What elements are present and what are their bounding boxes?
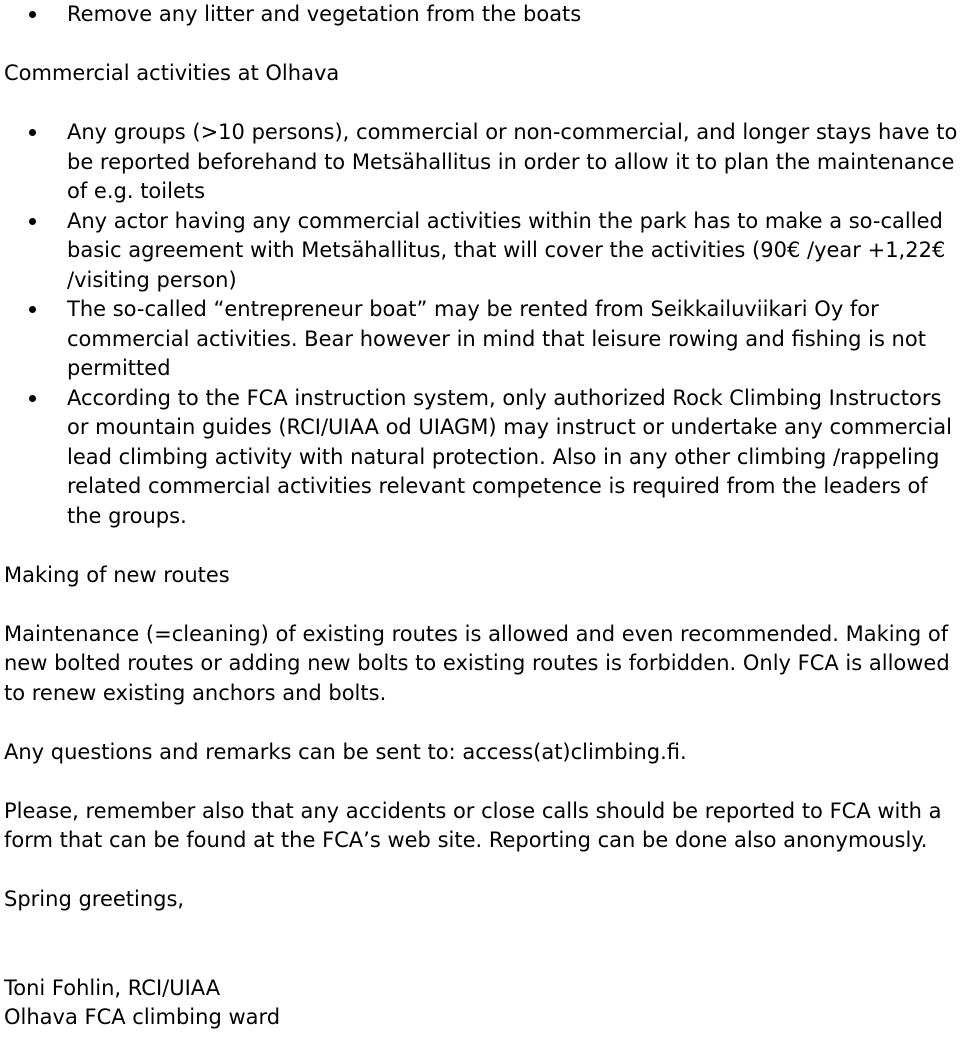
questions-paragraph: Any questions and remarks can be sent to: access(at)climbing.fi. bbox=[4, 739, 687, 764]
routes-paragraph: Maintenance (=cleaning) of existing routes is allowed and even recommended. Making of new bolted routes or adding new bolts to existing routes is forbidden. Only FCA is allowed to renew existing anchors and bolts. bbox=[4, 621, 950, 705]
bullet-icon bbox=[29, 218, 36, 225]
list-item bbox=[4, 118, 958, 207]
list-item bbox=[4, 295, 958, 384]
bullet-icon bbox=[29, 129, 36, 136]
list-item bbox=[4, 384, 958, 532]
signature-role: Olhava FCA climbing ward bbox=[4, 1005, 281, 1029]
greeting-line: Spring greetings, bbox=[4, 887, 185, 911]
bullet-icon bbox=[29, 11, 36, 18]
top-bullet-list bbox=[4, 0, 958, 30]
document-body bbox=[4, 0, 958, 1033]
section-heading-commercial: Commercial activities at Olhava bbox=[4, 61, 340, 85]
list-item bbox=[4, 207, 958, 296]
bullet-text: Any actor having any commercial activities within the park has to make a so-called basic agreement with Metsähallitus, that will cover the activities (90€ /year +1,22€ /visiting person) bbox=[67, 208, 946, 292]
bullet-text: The so-called “entrepreneur boat” may be rented from Seikkailuviikari Oy for commercial activities. Bear however in mind that leisure rowing and fishing is not permitted bbox=[67, 297, 926, 380]
signature-name: Toni Fohlin, RCI/UIAA bbox=[4, 975, 221, 1000]
bullet-text: Remove any litter and vegetation from the boats bbox=[67, 2, 582, 26]
accidents-paragraph: Please, remember also that any accidents or close calls should be reported to FCA with a form that can be found at the FCA’s web site. Reporting can be done also anonymously. bbox=[4, 798, 942, 852]
bullet-icon bbox=[29, 306, 36, 313]
bullet-text: Any groups (>10 persons), commercial or non-commercial, and longer stays have to be reported beforehand to Metsähallitus in order to allow it to plan the maintenance of e.g. toilets bbox=[67, 120, 958, 203]
section-heading-routes: Making of new routes bbox=[4, 562, 230, 587]
commercial-bullet-list bbox=[4, 118, 958, 531]
list-item bbox=[4, 0, 958, 30]
bullet-text: According to the FCA instruction system, only authorized Rock Climbing Instructors or mountain guides (RCI/UIAA od UIAGM) may instruct or undertake any commercial lead climbing activity with natural protection. Also in any other climbing /rappeling related commercial activities relevant competence is required from the leaders of the groups. bbox=[67, 385, 952, 528]
bullet-icon bbox=[29, 395, 36, 402]
